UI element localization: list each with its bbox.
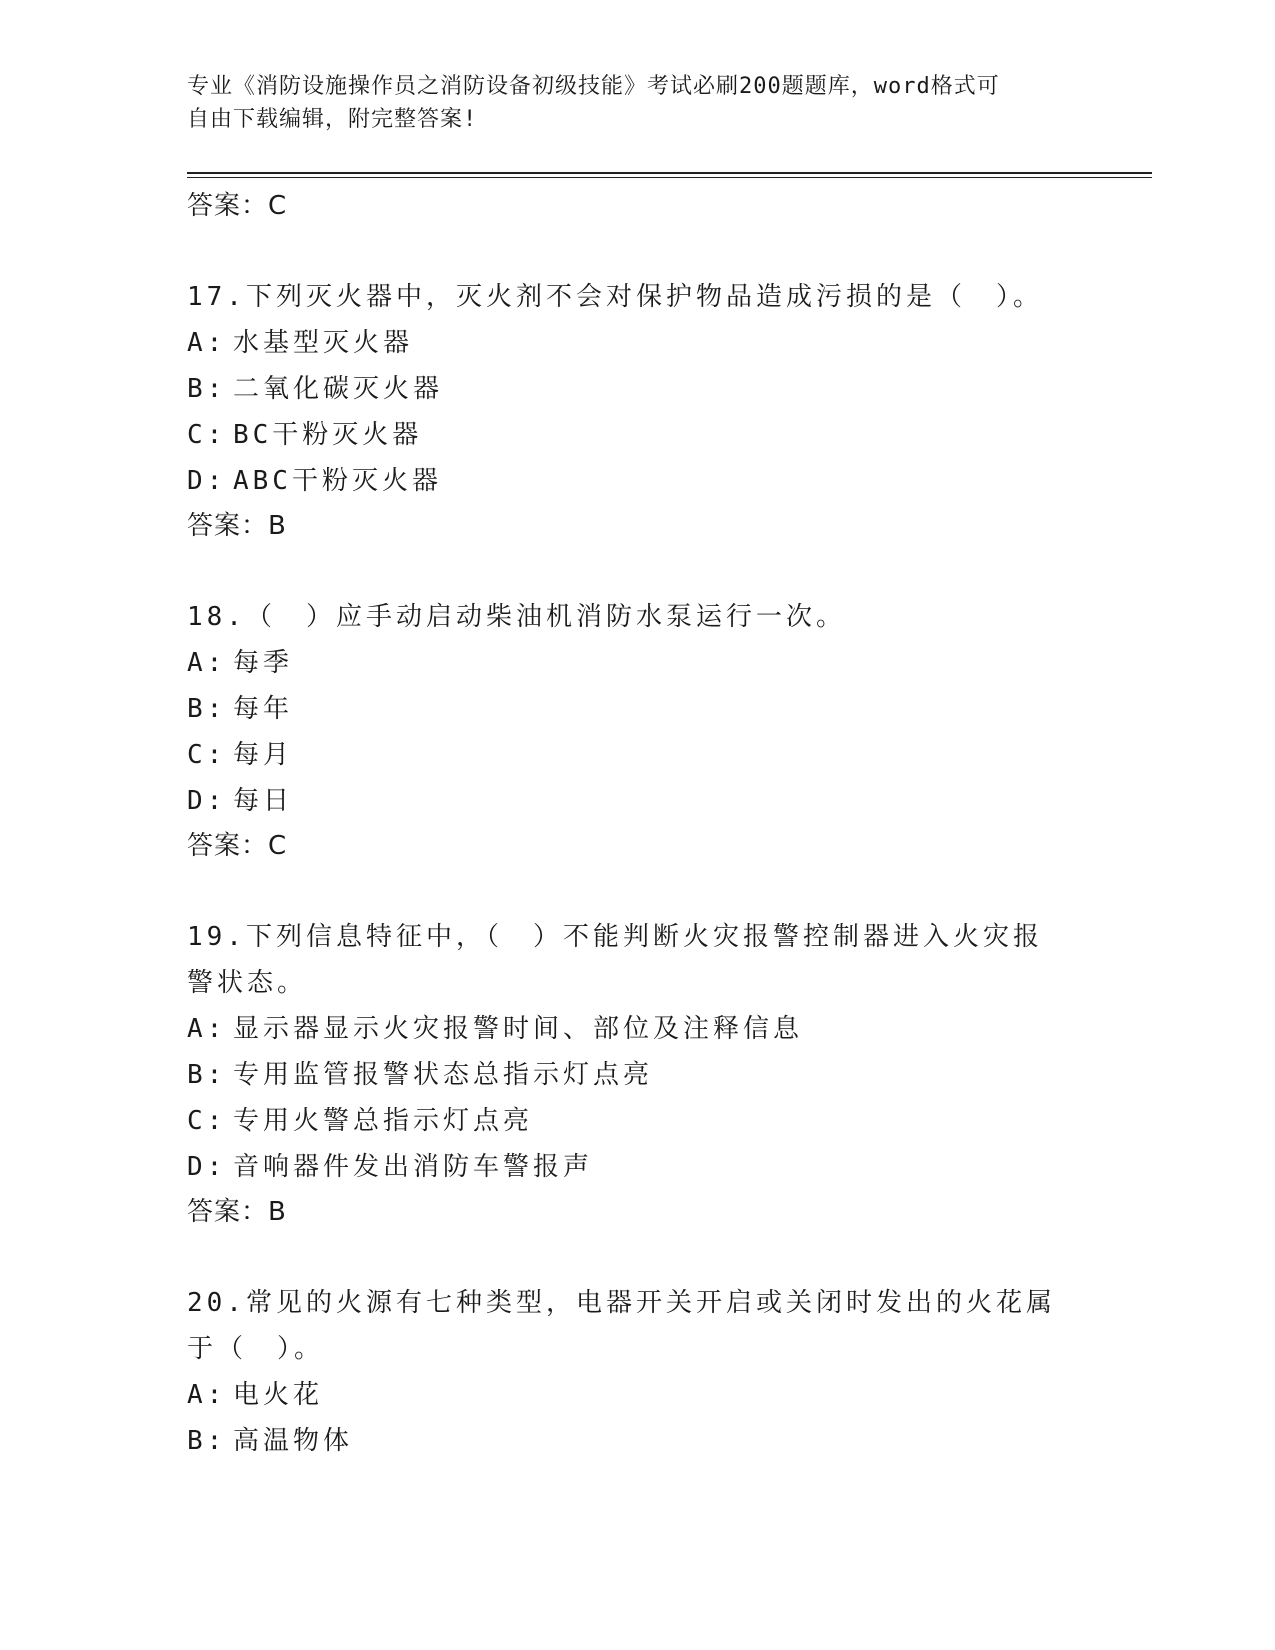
answer-line: 答案：C [187, 191, 288, 221]
document-page [187, 70, 1152, 1464]
option-a [187, 640, 1152, 686]
question-20 [187, 1280, 1152, 1464]
option-b [187, 366, 1152, 412]
option-d [187, 458, 1152, 504]
option-text: 音响器件发出消防车警报声 [233, 1152, 594, 1182]
option-text: 电火花 [233, 1380, 324, 1410]
option-letter: C: [187, 740, 227, 770]
option-text: ABC干粉灭火器 [233, 466, 442, 496]
option-b [187, 1052, 1152, 1098]
option-letter: C: [187, 420, 227, 450]
option-letter: B: [187, 1426, 227, 1456]
header-line-2: 自由下载编辑，附完整答案! [187, 107, 478, 132]
option-c [187, 732, 1152, 778]
question-17 [187, 274, 1152, 548]
header-divider [187, 172, 1152, 178]
answer-line: 答案：C [187, 831, 288, 861]
option-a [187, 320, 1152, 366]
answer-line: 答案：B [187, 511, 287, 541]
question-text: 20.常见的火源有七种类型，电器开关开启或关闭时发出的火花属于（ ）。 [187, 1288, 1056, 1364]
option-b [187, 686, 1152, 732]
option-letter: C: [187, 1106, 227, 1136]
option-a [187, 1006, 1152, 1052]
option-letter: A: [187, 328, 227, 358]
question-19 [187, 914, 1152, 1234]
option-text: 每月 [233, 740, 294, 770]
option-c [187, 1098, 1152, 1144]
question-18 [187, 594, 1152, 868]
option-text: 每年 [233, 694, 294, 724]
option-a [187, 1372, 1152, 1418]
option-text: 每日 [233, 786, 294, 816]
option-text: 高温物体 [233, 1426, 354, 1456]
option-letter: D: [187, 466, 227, 496]
question-text: 18.（ ）应手动启动柴油机消防水泵运行一次。 [187, 602, 846, 632]
question-text: 17.下列灭火器中，灭火剂不会对保护物品造成污损的是（ ）。 [187, 282, 1043, 312]
question-text: 19.下列信息特征中，（ ）不能判断火灾报警控制器进入火灾报警状态。 [187, 922, 1043, 998]
option-text: 每季 [233, 648, 294, 678]
option-text: 显示器显示火灾报警时间、部位及注释信息 [233, 1014, 804, 1044]
answer-line: 答案：B [187, 1197, 287, 1227]
option-d [187, 1144, 1152, 1190]
option-d [187, 778, 1152, 824]
option-letter: A: [187, 1380, 227, 1410]
option-letter: B: [187, 694, 227, 724]
option-letter: A: [187, 1014, 227, 1044]
option-letter: B: [187, 374, 227, 404]
option-letter: B: [187, 1060, 227, 1090]
option-text: 专用火警总指示灯点亮 [233, 1106, 534, 1136]
option-b [187, 1418, 1152, 1464]
header-line-1: 专业《消防设施操作员之消防设备初级技能》考试必刷200题题库，word格式可 [187, 74, 1000, 99]
option-c [187, 412, 1152, 458]
option-text: 二氧化碳灭火器 [233, 374, 444, 404]
option-text: 水基型灭火器 [233, 328, 414, 358]
option-letter: D: [187, 1152, 227, 1182]
option-letter: A: [187, 648, 227, 678]
document-header [187, 70, 1067, 136]
option-text: 专用监管报警状态总指示灯点亮 [233, 1060, 654, 1090]
option-letter: D: [187, 786, 227, 816]
option-text: BC干粉灭火器 [233, 420, 423, 450]
